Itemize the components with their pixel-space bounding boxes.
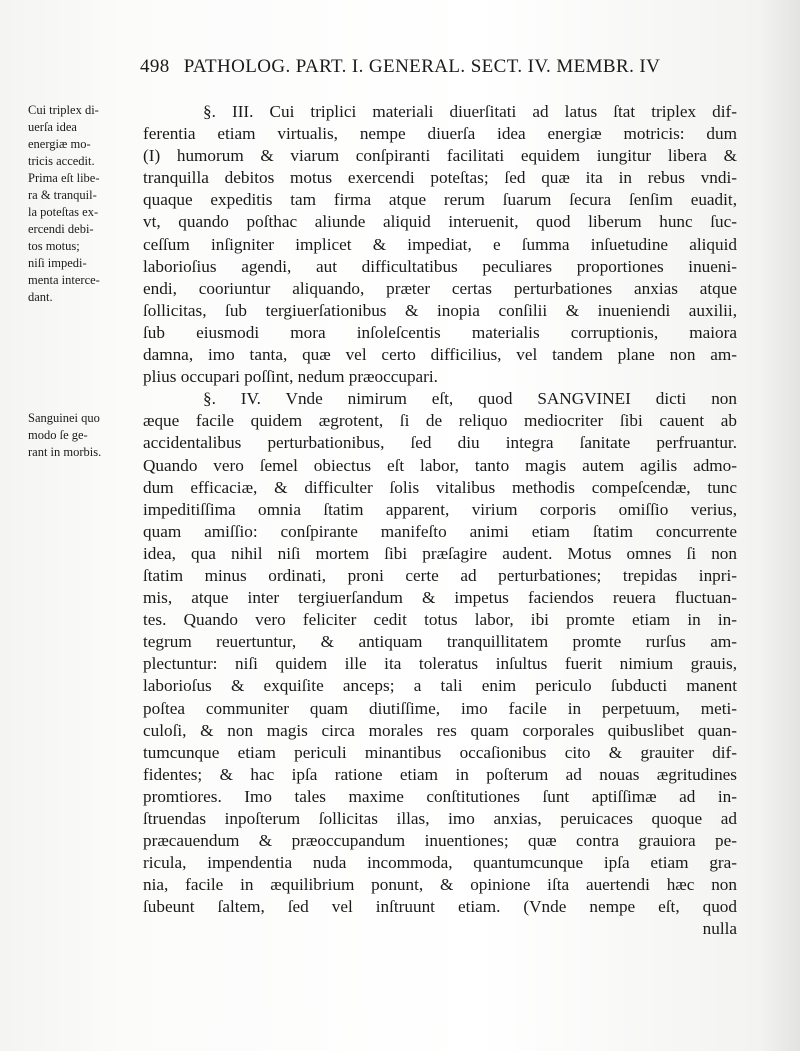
- running-head: [140, 56, 740, 78]
- text-line: tegrum reuertuntur, & antiquam tranquillitatem promte rurſus am-: [143, 632, 737, 652]
- text-line: nia, facile in æquilibrium ponunt, & opinione iſta auertendi hæc non: [143, 875, 737, 895]
- margin-note-line: uerſa idea: [28, 120, 77, 134]
- text-line: mis, atque inter tergiuerſandum & impetus faciendos reuera fluctuan-: [143, 588, 737, 608]
- margin-note: [28, 102, 140, 306]
- text-line: ſubeunt ſaltem, ſed vel inſtruunt etiam. (Vnde nempe eſt, quod: [143, 897, 737, 917]
- margin-note-line: niſi impedi-: [28, 256, 87, 270]
- page-number: 498: [140, 56, 170, 77]
- text-line: præcauendum & præoccupandum inuentiones; quæ contra grauiora pe-: [143, 831, 737, 851]
- margin-note-line: ra & tranquil-: [28, 188, 97, 202]
- margin-note-line: rant in morbis.: [28, 445, 102, 459]
- margin-note-line: menta interce-: [28, 273, 100, 287]
- margin-note-line: Cui triplex di-: [28, 103, 99, 117]
- text-line: fidentes; & hac ipſa ratione etiam in poſterum ad nouas ægritudines: [143, 764, 737, 784]
- margin-note: [28, 410, 140, 461]
- margin-note-line: dant.: [28, 290, 53, 304]
- margin-note-line: energiæ mo-: [28, 137, 91, 151]
- text-line: ferentia etiam virtualis, nempe diuerſa idea energiæ motricis: dum: [143, 124, 737, 144]
- text-line: tranquilla debitos motus exercendi poteſtas; ſed quæ ita in rebus vndi-: [143, 168, 737, 188]
- text-line: ceſſum inſigniter implicet & impediat, e ſumma inſuetudine aliquid: [143, 234, 737, 254]
- text-line: (I) humorum & viarum conſpiranti facilitati equidem iungitur libera &: [143, 146, 737, 166]
- text-line: culoſi, & non magis circa morales res quam corporales quibuslibet quan-: [143, 720, 737, 740]
- text-line: damna, imo tanta, quæ vel certo difficilius, vel tandem plane non am-: [143, 345, 737, 365]
- text-line: idea, qua nihil niſi mortem ſibi præſagire audent. Motus omnes ſi non: [143, 543, 737, 563]
- text-line: poſtea communiter quam diutiſſime, imo facile in perpetuum, meti-: [143, 698, 737, 718]
- text-line: ſollicitas, ſub tergiuerſationibus & inopia conſilii & inueniendi auxilii,: [143, 300, 737, 320]
- text-line: impeditiſſima omnia ſtatim apparent, virium corporis omiſſio verius,: [143, 499, 737, 519]
- margin-note-line: modo ſe ge-: [28, 428, 88, 442]
- section-heading-line: §. IV. Vnde nimirum eſt, quod SANGVINEI dicti non: [203, 389, 737, 409]
- page-edge-shadow: [760, 0, 800, 1051]
- text-line: quam amiſſio: conſpirante manifeſto animi etiam ſtatim concurrente: [143, 521, 737, 541]
- margin-note-line: ercendi debi-: [28, 222, 94, 236]
- text-line: tumcunque etiam periculi minantibus occaſionibus cito & grauiter dif-: [143, 742, 737, 762]
- text-line: ſtruendas inpoſterum ſollicitas illas, imo anxias, peruicaces quoque ad: [143, 809, 737, 828]
- text-line: ſtatim minus ordinati, proni certe ad perturbationes; trepidas inpri-: [143, 565, 737, 585]
- running-title: PATHOLOG. PART. I. GENERAL. SECT. IV. MEMBR. IV: [183, 56, 661, 77]
- margin-note-line: tricis accedit.: [28, 154, 95, 168]
- margin-note-line: Prima eſt libe-: [28, 171, 100, 185]
- text-line: tes. Quando vero feliciter cedit totus labor, ibi promte etiam in in-: [143, 610, 737, 630]
- section-heading-line: §. III. Cui triplici materiali diuerſitati ad latus ſtat triplex dif-: [203, 102, 737, 121]
- margin-note-line: la poteſtas ex-: [28, 205, 99, 219]
- text-line: quaque expeditis tam firma atque rerum ſuarum ſecura ſenſim euadit,: [143, 190, 737, 210]
- text-line: vt, quando poſthac aliunde aliquid interuenit, quod liberum hunc ſuc-: [143, 212, 737, 232]
- margin-note-line: Sanguinei quo: [28, 411, 100, 425]
- text-line: ricula, impendentia nuda incommoda, quantumcunque ipſa etiam gra-: [143, 853, 737, 873]
- text-line: dum efficaciæ, & difficulter ſolis vitalibus methodis compeſcendæ, tunc: [143, 477, 737, 497]
- text-line: accidentalibus perturbationibus, ſed diu integra ſanitate perfruantur.: [143, 433, 737, 453]
- body-text: [143, 101, 737, 941]
- text-line: promtiores. Imo tales maxime conſtitutiones ſunt aptiſſimæ ad in-: [143, 786, 737, 806]
- catchword: nulla: [702, 919, 737, 939]
- text-line: laborioſus & exquiſite anceps; a tali enim periculo ſubducti manent: [143, 676, 737, 696]
- text-line: endi, cooriuntur aliquando, præter certas perturbationes anxias atque: [143, 278, 737, 298]
- text-line: æque facile quidem ægrotent, ſi de reliquo mediocriter ſibi cauent ab: [143, 411, 737, 431]
- text-line: plius occupari poſſint, nedum præoccupari.: [143, 367, 438, 387]
- text-line: Quando vero ſemel obiectus eſt labor, tanto magis autem agilis admo-: [143, 455, 737, 475]
- text-line: plectuntur: niſi quidem ille ita toleratus inſultus fuerit nimium grauis,: [143, 654, 737, 674]
- text-line: laborioſius agendi, aut difficultatibus peculiares proportiones inueni-: [143, 256, 737, 276]
- text-line: ſub eiusmodi mora inſoleſcentis materialis corruptionis, maiora: [143, 322, 737, 342]
- margin-note-line: tos motus;: [28, 239, 80, 253]
